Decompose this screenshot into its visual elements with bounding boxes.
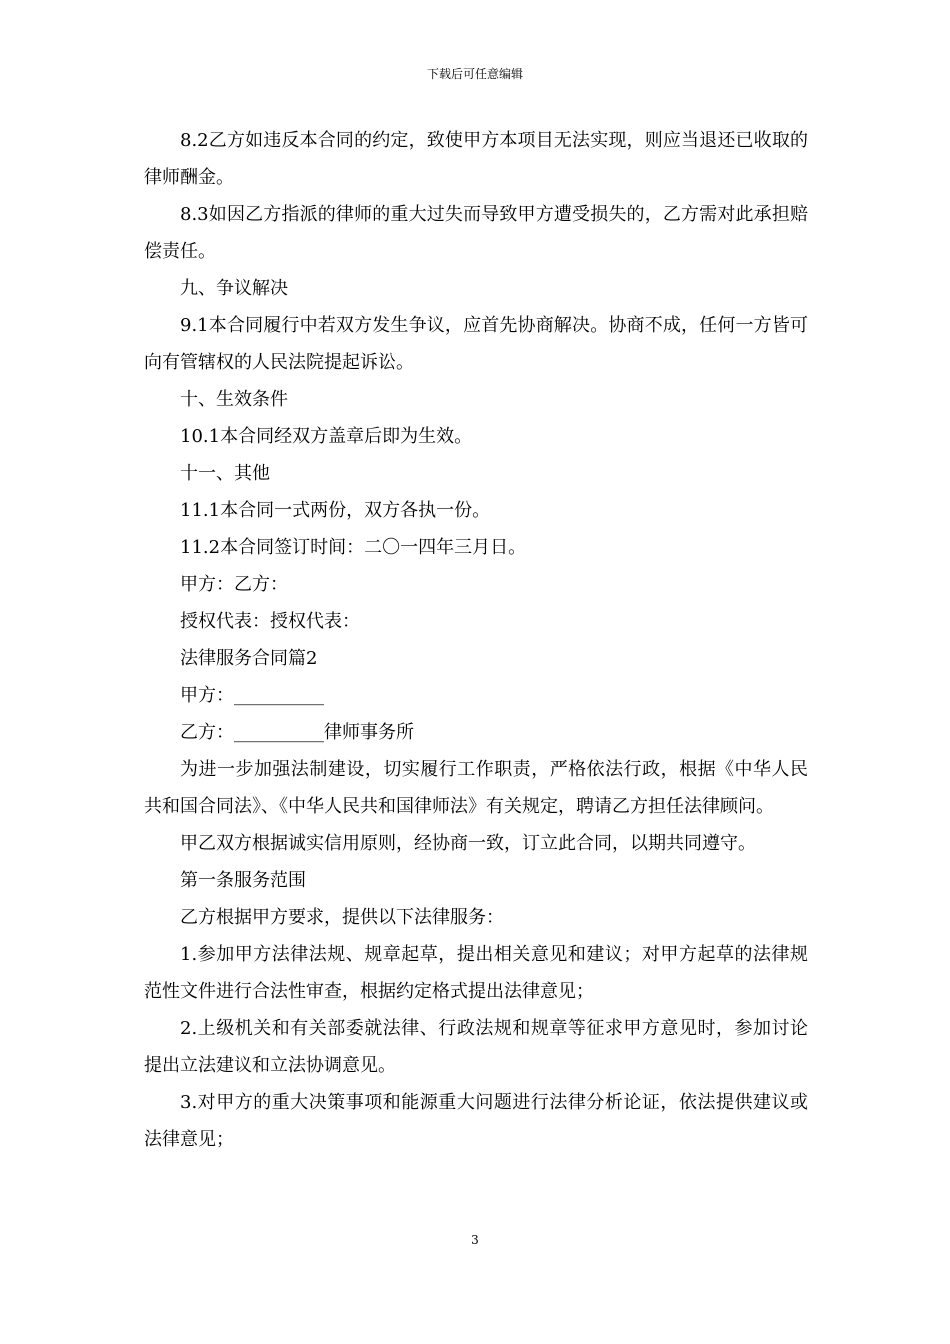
section-heading-dispute: 九、争议解决	[180, 278, 288, 299]
service-item-2: 2.上级机关和有关部委就法律、行政法规和规章等征求甲方意见时，参加讨论提出立法建议和立法协调意见。	[144, 1018, 808, 1076]
party-b-line: 乙方：__________律师事务所	[180, 722, 414, 743]
preamble-paragraph: 为进一步加强法制建设，切实履行工作职责，严格依法行政，根据《中华人民共和国合同法》、《中华人民共和国律师法》有关规定，聘请乙方担任法律顾问。	[144, 759, 808, 817]
paragraph-11-2: 11.2本合同签订时间：二〇一四年三月日。	[180, 537, 527, 558]
paragraph-9-1: 9.1本合同履行中若双方发生争议，应首先协商解决。协商不成，任何一方皆可向有管辖权的人民法院提起诉讼。	[144, 315, 808, 373]
agreement-paragraph: 甲乙双方根据诚实信用原则，经协商一致，订立此合同，以期共同遵守。	[180, 833, 756, 854]
page-number: 3	[471, 1233, 479, 1247]
service-item-1: 1.参加甲方法律法规、规章起草，提出相关意见和建议；对甲方起草的法律规范性文件进行合法性审查，根据约定格式提出法律意见；	[144, 944, 808, 1002]
paragraph-8-2: 8.2乙方如违反本合同的约定，致使甲方本项目无法实现，则应当退还已收取的律师酬金。	[144, 130, 808, 188]
services-intro: 乙方根据甲方要求，提供以下法律服务：	[180, 907, 504, 928]
page-header: 下载后可任意编辑	[426, 67, 523, 81]
paragraph-8-3: 8.3如因乙方指派的律师的重大过失而导致甲方遭受损失的，乙方需对此承担赔偿责任。	[144, 204, 808, 262]
section-heading-effect: 十、生效条件	[180, 389, 288, 410]
paragraph-10-1: 10.1本合同经双方盖章后即为生效。	[180, 426, 473, 447]
signature-parties: 甲方：乙方：	[180, 574, 288, 595]
service-item-3: 3.对甲方的重大决策事项和能源重大问题进行法律分析论证，依法提供建议或法律意见；	[144, 1092, 808, 1150]
party-a-line: 甲方：__________	[180, 685, 324, 706]
document-body	[144, 122, 808, 1158]
contract-title-2: 法律服务合同篇2	[180, 648, 318, 669]
article-1-heading: 第一条服务范围	[180, 870, 306, 891]
signature-representatives: 授权代表：授权代表：	[180, 611, 360, 632]
paragraph-11-1: 11.1本合同一式两份，双方各执一份。	[180, 500, 491, 521]
section-heading-other: 十一、其他	[180, 463, 270, 484]
